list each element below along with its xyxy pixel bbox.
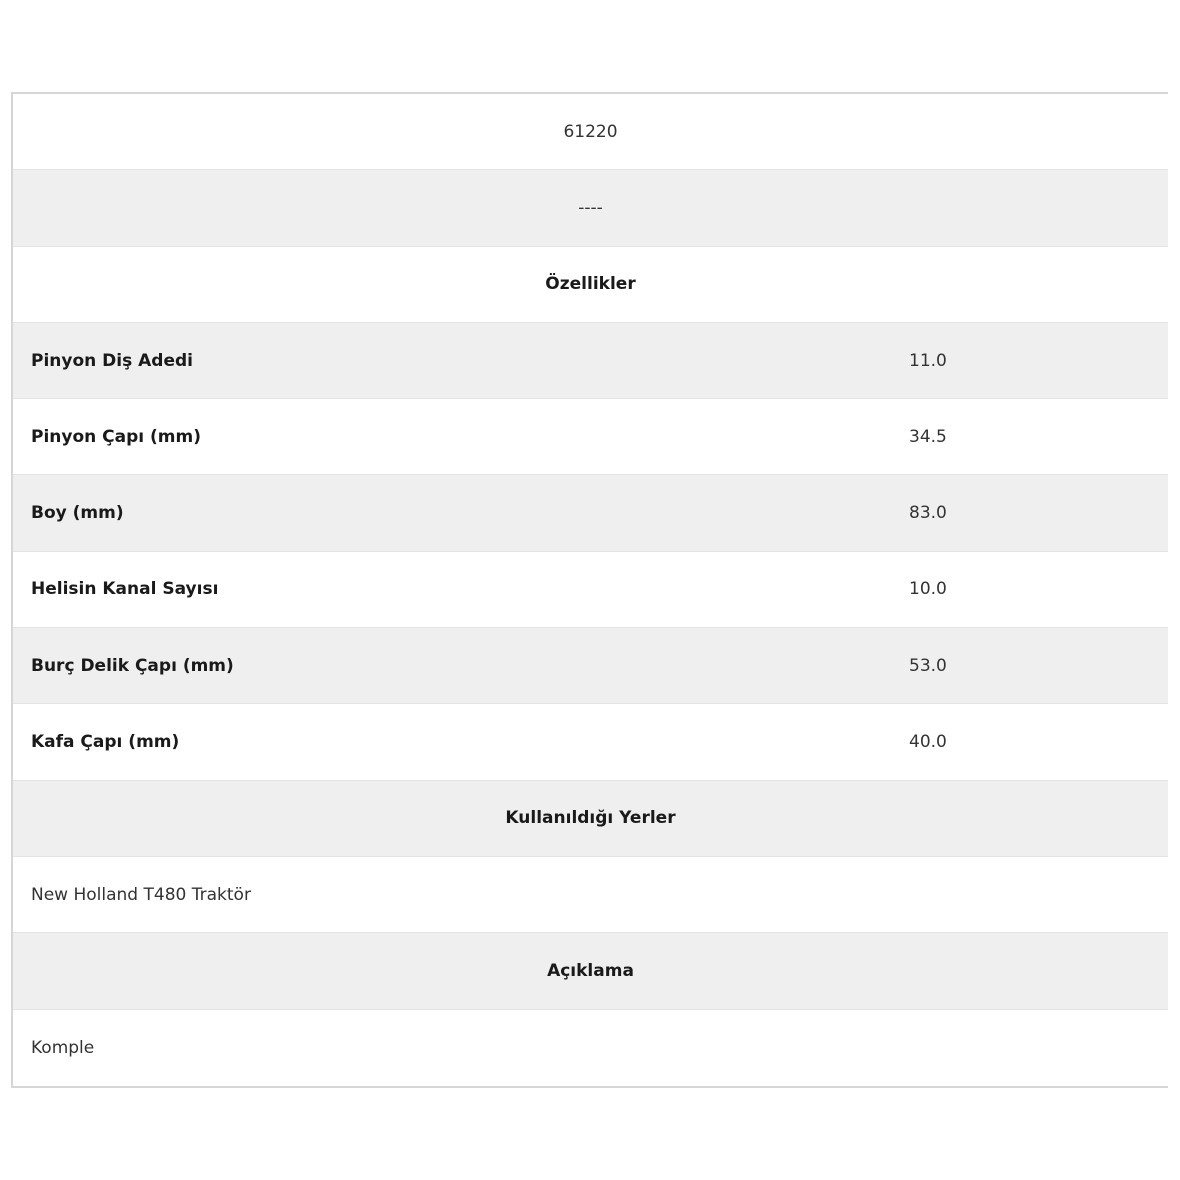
separator-text: ---- bbox=[578, 197, 603, 218]
spec-row bbox=[13, 399, 1168, 475]
spec-label: Pinyon Diş Adedi bbox=[31, 350, 193, 371]
spec-value: 34.5 bbox=[909, 426, 947, 447]
spec-label: Boy (mm) bbox=[31, 503, 124, 524]
spec-label: Burç Delik Çapı (mm) bbox=[31, 655, 234, 676]
spec-value: 53.0 bbox=[909, 655, 947, 676]
product-spec-table bbox=[11, 92, 1168, 1088]
spec-row bbox=[13, 552, 1168, 628]
specs-heading: Özellikler bbox=[545, 274, 636, 295]
usage-text: New Holland T480 Traktör bbox=[31, 884, 251, 905]
spec-value: 40.0 bbox=[909, 732, 947, 753]
description-row bbox=[13, 1010, 1168, 1086]
spec-value: 10.0 bbox=[909, 579, 947, 600]
usage-heading: Kullanıldığı Yerler bbox=[505, 808, 676, 829]
part-number-row bbox=[13, 94, 1168, 170]
description-text: Komple bbox=[31, 1037, 95, 1058]
spec-value: 83.0 bbox=[909, 503, 947, 524]
spec-row bbox=[13, 323, 1168, 399]
spec-row bbox=[13, 704, 1168, 780]
part-number: 61220 bbox=[563, 121, 618, 142]
spec-row bbox=[13, 628, 1168, 704]
spec-label: Pinyon Çapı (mm) bbox=[31, 426, 201, 447]
spec-label: Helisin Kanal Sayısı bbox=[31, 579, 219, 600]
usage-row bbox=[13, 857, 1168, 933]
specs-heading-row bbox=[13, 247, 1168, 323]
spec-label: Kafa Çapı (mm) bbox=[31, 732, 180, 753]
spec-value: 11.0 bbox=[909, 350, 947, 371]
description-heading-row bbox=[13, 933, 1168, 1009]
spec-row bbox=[13, 475, 1168, 551]
usage-heading-row bbox=[13, 781, 1168, 857]
separator-row bbox=[13, 170, 1168, 246]
description-heading: Açıklama bbox=[547, 960, 634, 981]
